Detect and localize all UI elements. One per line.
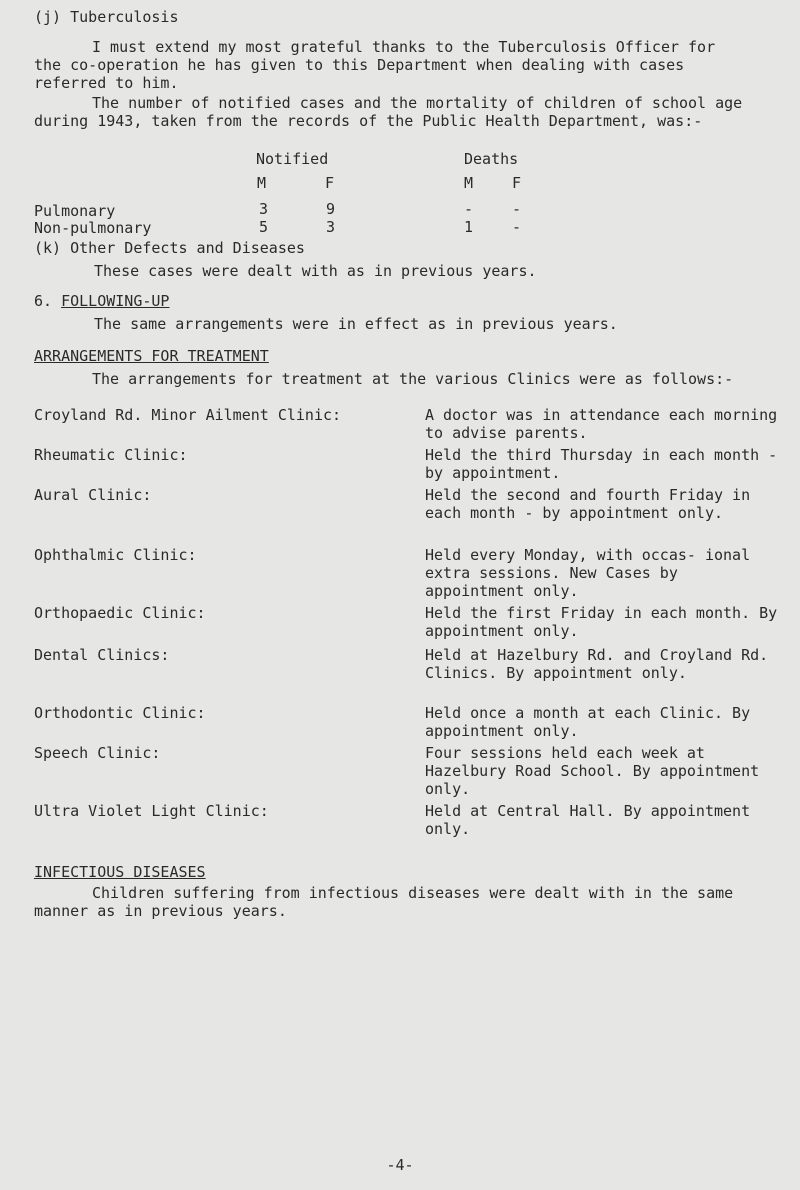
clinic-description: Four sessions held each week at Hazelbury Road School. By appointment only. — [425, 744, 760, 798]
clinic-description: Held once a month at each Clinic. By appointment only. — [425, 704, 751, 740]
cell-deaths-m: - — [464, 200, 474, 218]
clinic-name: Speech Clinic: — [34, 744, 161, 762]
row-label: Non-pulmonary — [34, 219, 152, 237]
infectious-diseases-heading: INFECTIOUS DISEASES — [34, 863, 206, 881]
tuberculosis-heading: (j) Tuberculosis — [34, 8, 179, 26]
other-defects-text: These cases were dealt with as in previous years. — [94, 262, 537, 280]
clinic-description: Held at Hazelbury Rd. and Croyland Rd. Clinics. By appointment only. — [425, 646, 769, 682]
table-header-notified: Notified — [256, 150, 329, 168]
clinic-name: Ultra Violet Light Clinic: — [34, 802, 269, 820]
cell-notified-f: 3 — [326, 218, 336, 236]
infectious-diseases-text: Children suffering from infectious diseases were dealt with in the same manner as in previous years. — [34, 884, 734, 920]
clinic-description: Held the second and fourth Friday in each month - by appointment only. — [425, 486, 751, 522]
clinic-name: Orthodontic Clinic: — [34, 704, 206, 722]
arrangements-intro: The arrangements for treatment at the various Clinics were as follows:- — [92, 370, 734, 388]
table-subheader-notified-f: F — [325, 174, 335, 192]
clinic-description: Held the first Friday in each month. By appointment only. — [425, 604, 778, 640]
clinic-description: Held the third Thursday in each month - by appointment. — [425, 446, 778, 482]
following-up-heading-row — [34, 292, 169, 310]
table-subheader-deaths-m: M — [464, 174, 474, 192]
page-number: -4- — [386, 1156, 414, 1174]
clinic-name: Orthopaedic Clinic: — [34, 604, 206, 622]
clinic-name: Dental Clinics: — [34, 646, 170, 664]
clinic-description: A doctor was in attendance each morning to advise parents. — [425, 406, 778, 442]
tuberculosis-notified-paragraph: The number of notified cases and the mortality of children of school age during 1943, taken from the records of the Public Health Department, was:- — [34, 94, 743, 130]
table-subheader-notified-m: M — [257, 174, 267, 192]
cell-notified-f: 9 — [326, 200, 336, 218]
cell-notified-m: 3 — [259, 200, 269, 218]
clinic-name: Croyland Rd. Minor Ailment Clinic: — [34, 406, 342, 424]
arrangements-heading: ARRANGEMENTS FOR TREATMENT — [34, 347, 269, 365]
clinic-name: Ophthalmic Clinic: — [34, 546, 197, 564]
section-number: 6. — [34, 292, 53, 310]
cell-notified-m: 5 — [259, 218, 269, 236]
table-subheader-deaths-f: F — [512, 174, 522, 192]
following-up-text: The same arrangements were in effect as in previous years. — [94, 315, 618, 333]
row-label: Pulmonary — [34, 202, 116, 220]
tuberculosis-thanks-paragraph: I must extend my most grateful thanks to the Tuberculosis Officer for the co-operation he has given to this Department when dealing with cases referred to him. — [34, 38, 716, 92]
cell-deaths-f: - — [512, 200, 522, 218]
cell-deaths-f: - — [512, 218, 522, 236]
cell-deaths-m: 1 — [464, 218, 474, 236]
clinic-description: Held every Monday, with occas- ional extra sessions. New Cases by appointment only. — [425, 546, 751, 600]
following-up-heading: FOLLOWING-UP — [61, 292, 170, 310]
clinic-name: Rheumatic Clinic: — [34, 446, 188, 464]
clinic-description: Held at Central Hall. By appointment only. — [425, 802, 751, 838]
table-header-deaths: Deaths — [464, 150, 519, 168]
clinic-name: Aural Clinic: — [34, 486, 152, 504]
other-defects-heading: (k) Other Defects and Diseases — [34, 239, 305, 257]
